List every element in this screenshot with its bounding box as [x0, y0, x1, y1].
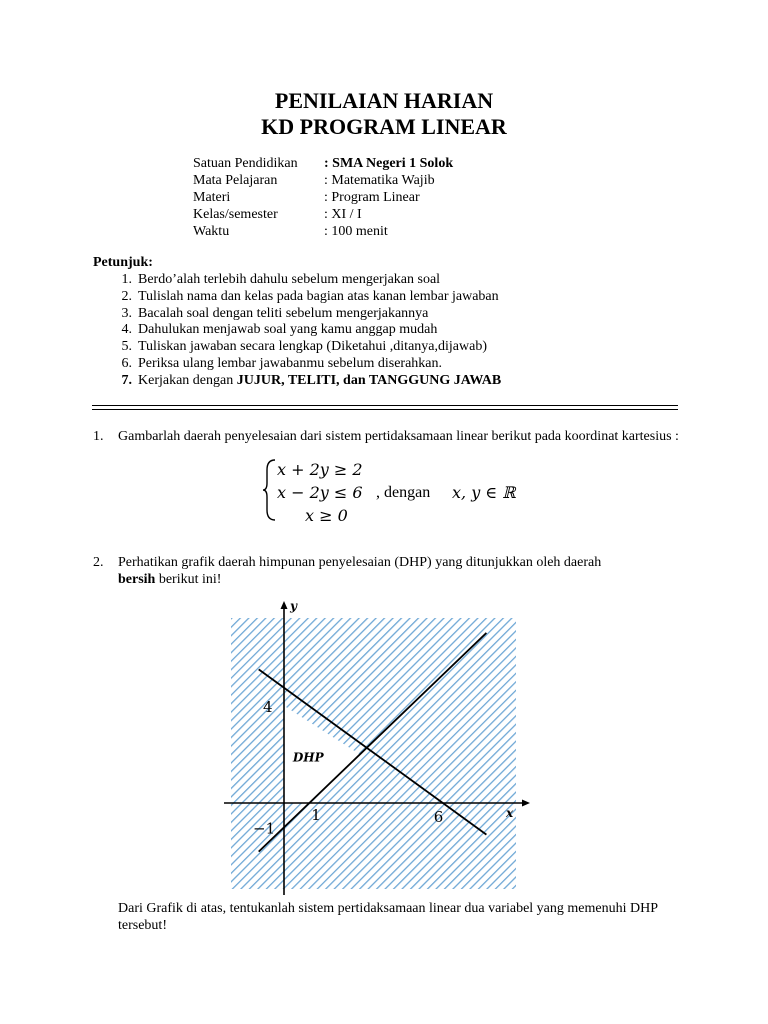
inequality-3-text: x ≥ 0: [305, 506, 348, 525]
list-item: [100, 373, 501, 390]
info-value: : Matematika Wajib: [324, 173, 435, 188]
info-row: [193, 223, 388, 240]
info-value: : XI / I: [324, 207, 362, 222]
list-number: 4.: [121, 322, 132, 338]
left-brace: [262, 458, 278, 522]
list-text: Bacalah soal dengan teliti sebelum mengerjakannya: [138, 305, 429, 321]
page-title-line2: KD PROGRAM LINEAR: [261, 114, 507, 139]
domain-text: [452, 481, 516, 504]
list-item: [100, 339, 501, 356]
info-row: [193, 189, 420, 206]
inequality-1-text: x + 2y ≥ 2: [277, 460, 363, 479]
question-1: [93, 429, 683, 446]
info-value: : SMA Negeri 1 Solok: [324, 156, 454, 171]
inequality-1: [277, 458, 363, 481]
question-2: [93, 555, 683, 588]
info-row: [193, 172, 435, 189]
y-axis-label: y: [290, 599, 297, 613]
question-text-part: berikut ini!: [155, 571, 222, 587]
info-row: [193, 155, 453, 172]
question-text-bold: bersih: [118, 571, 156, 587]
y-tick-label: 4: [263, 697, 273, 716]
list-text: Berdo’alah terlebih dahulu sebelum mengerjakan soal: [138, 272, 441, 287]
list-item: [100, 306, 501, 323]
info-label: Mata Pelajaran: [193, 173, 278, 188]
list-number: 6.: [121, 355, 132, 371]
info-label: Kelas/semester: [193, 207, 278, 222]
list-number: 5.: [121, 339, 132, 355]
list-text: Tuliskan jawaban secara lengkap (Diketahui ,ditanya,dijawab): [138, 339, 487, 355]
question-text: [118, 555, 683, 588]
inequality-3: [305, 504, 348, 527]
x-tick-label: 6: [433, 808, 444, 826]
list-item: [100, 272, 501, 289]
dengan-text: , dengan: [376, 484, 431, 501]
list-text: Tulislah nama dan kelas pada bagian atas kanan lembar jawaban: [138, 288, 499, 304]
list-text: Dahulukan menjawab soal yang kamu anggap mudah: [138, 322, 438, 338]
info-value: : 100 menit: [324, 224, 388, 239]
info-row: [193, 206, 362, 223]
list-text-bold: JUJUR, TELITI, dan TANGGUNG JAWAB: [236, 372, 502, 388]
petunjuk-list: [100, 272, 501, 390]
info-label: Satuan Pendidikan: [193, 156, 298, 171]
info-label: Materi: [193, 190, 231, 205]
question-text-part: Perhatikan grafik daerah himpunan penyelesaian (DHP) yang ditunjukkan oleh daerah: [118, 555, 602, 570]
list-text: Periksa ulang lembar jawabanmu sebelum diserahkan.: [138, 355, 443, 371]
x-axis-arrow: [522, 800, 530, 807]
question-text: Gambarlah daerah penyelesaian dari sistem pertidaksamaan linear berikut pada koordinat kartesius :: [118, 429, 679, 444]
question-number: 1.: [93, 429, 104, 444]
list-number: 1.: [121, 272, 132, 287]
x-axis-label: x: [506, 806, 514, 820]
domain-text-value: x, y ∈ ℝ: [452, 483, 516, 502]
info-value: : Program Linear: [324, 190, 420, 205]
petunjuk-heading: Petunjuk:: [93, 255, 153, 270]
divider-bottom: [92, 409, 678, 410]
inequality-2: [277, 481, 363, 504]
list-text: Kerjakan dengan: [138, 372, 237, 388]
inequality-2-text: x − 2y ≤ 6: [277, 483, 363, 502]
list-number: 7.: [121, 372, 132, 388]
list-item: [100, 356, 501, 373]
dhp-label: DHP: [292, 750, 324, 765]
question-footer-text: Dari Grafik di atas, tentukanlah sistem pertidaksamaan linear dua variabel yang memenuhi DHP tersebut!: [118, 901, 658, 933]
list-item: [100, 289, 501, 306]
list-number: 2.: [121, 288, 132, 304]
info-label: Waktu: [193, 224, 230, 239]
y-tick-label: −1: [253, 819, 276, 838]
dhp-graph: [220, 595, 540, 900]
list-number: 3.: [121, 305, 132, 321]
page-title-line1: PENILAIAN HARIAN: [274, 88, 494, 113]
list-item: [100, 322, 501, 339]
question-2-footer: [93, 901, 683, 934]
question-number: 2.: [93, 555, 104, 570]
y-axis-arrow: [281, 601, 288, 609]
x-tick-label: 1: [311, 806, 321, 824]
divider-top: [92, 405, 678, 406]
